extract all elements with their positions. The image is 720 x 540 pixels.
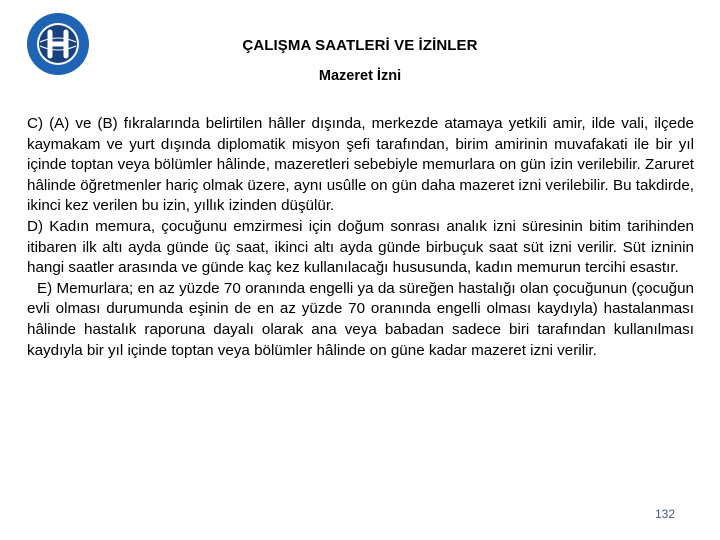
paragraph-e: E) Memurlara; en az yüzde 70 oranında engelli ya da süreğen hastalığı olan çocuğunun (çocuğun evli olması durumunda eşinin de en az yüzde 70 oranında engelli olması kaydıyla) hastalanması hâlinde hastalık raporuna dayalı olarak ana veya babadan sadece biri tarafından kullanılması kaydıyla bir yıl içinde toptan veya bölümler hâlinde on güne kadar mazeret izni verilir. bbox=[27, 279, 694, 359]
paragraph-d: D) Kadın memura, çocuğunu emzirmesi için doğum sonrası analık izni süresinin bitim tarihinden itibaren ilk altı ayda günde üç saat, ikinci altı ayda günde birbuçuk saat süt izni verilir. Süt izninin hangi saatler arasında ve günde kaç kez kullanılacağı hususunda, kadın memurun tercihi esastır. bbox=[27, 217, 694, 277]
page-subtitle: Mazeret İzni bbox=[318, 68, 402, 84]
body-text bbox=[27, 114, 694, 361]
page-number: 132 bbox=[655, 507, 676, 521]
paragraph-c: C) (A) ve (B) fıkralarında belirtilen hâller dışında, merkezde atamaya yetkili amir, ilde vali, ilçede kaymakam ve yurt dışında diplomatik misyon şefi tarafından, birim amirinin muvafakati ile bir yıl içinde toptan veya bölümler hâlinde, mazeretleri sebebiyle memurlara on gün izin verilebilir. Zaruret hâlinde öğretmenler hariç olmak üzere, aynı usûlle on gün daha mazeret izni verilebilir. Bu takdirde, ikinci kez verilen bu izin, yıllık izinden düşülür. bbox=[27, 115, 694, 215]
page-title: ÇALIŞMA SAATLERİ VE İZİNLER bbox=[242, 37, 478, 54]
